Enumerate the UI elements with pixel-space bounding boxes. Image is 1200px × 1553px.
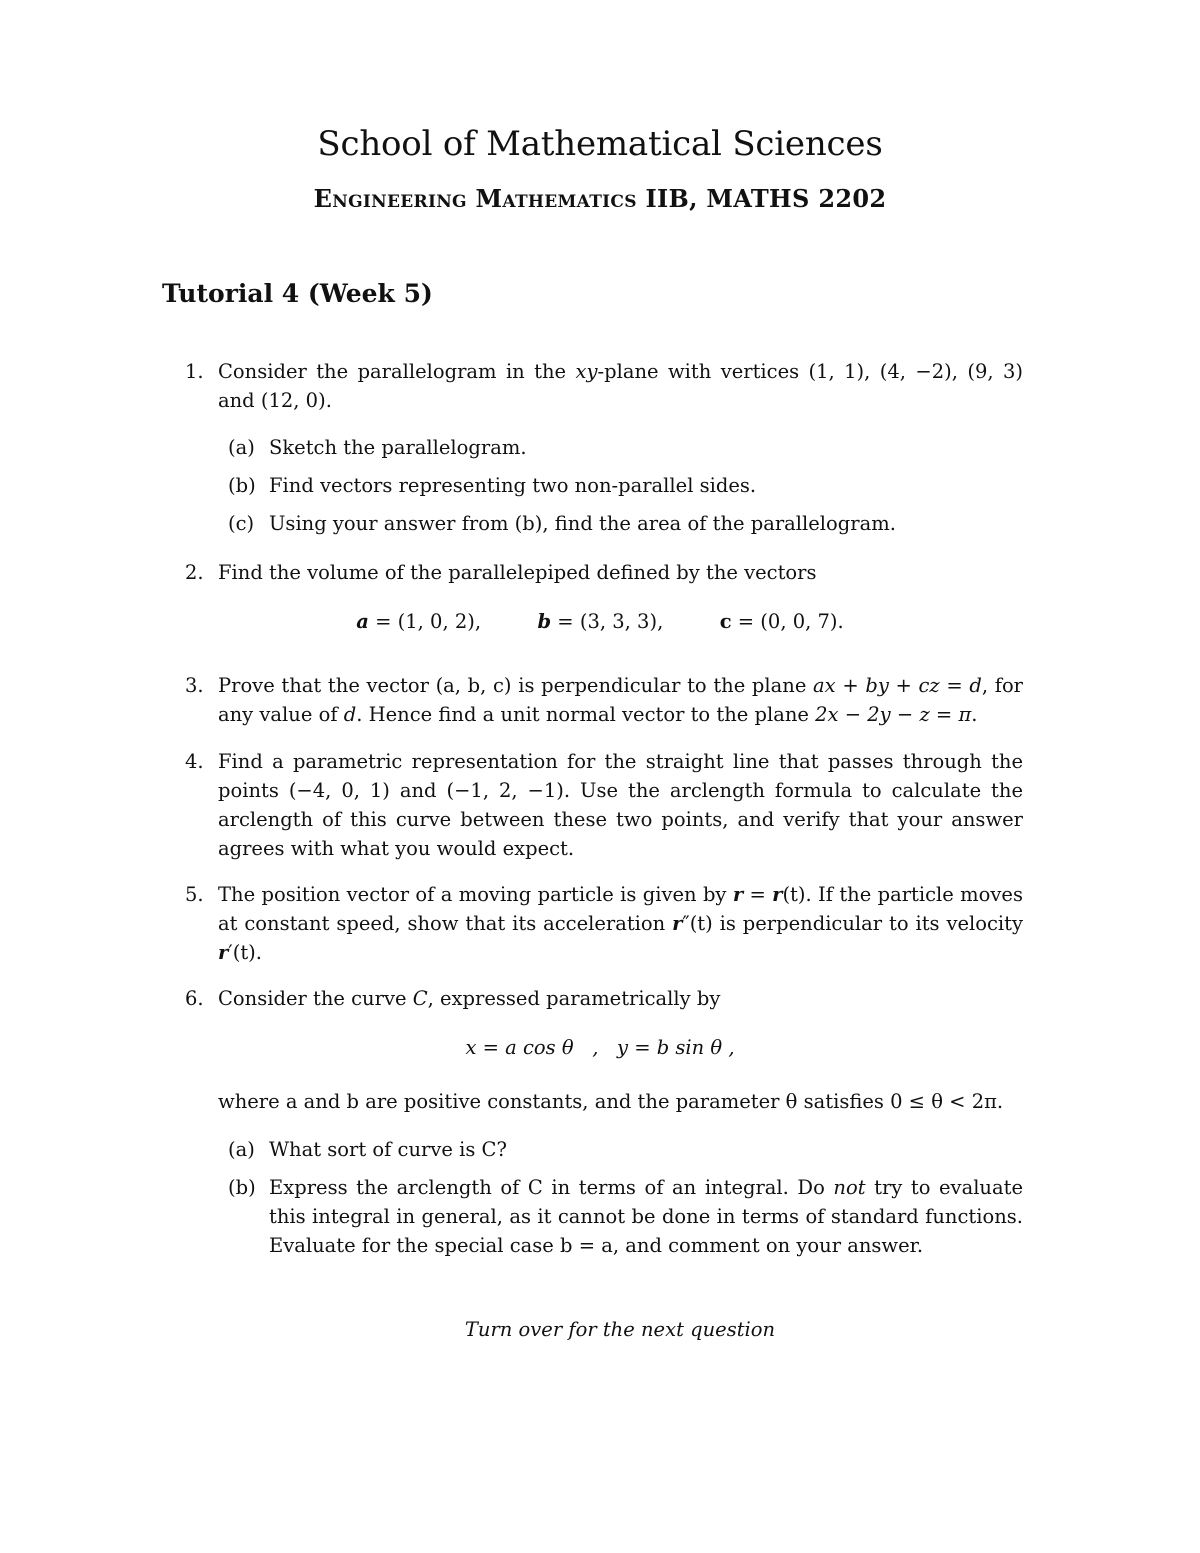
question-text: Consider the parallelogram in the xy-plane with vertices (1, 1), (4, −2), (9, 3) and (12, 0). [218,360,1023,412]
part-text: Express the arclength of C in terms of an integral. Do not try to evaluate this integral in general, as it cannot be done in terms of standard functions. Evaluate for the special case b = a, and comment on your answer. [269,1176,1023,1257]
question-text: Find the volume of the parallelepiped defined by the vectors [218,561,817,584]
question-6 [185,984,1023,1013]
course-code: IIB, MATHS 2202 [645,184,887,213]
question-number: 5. [185,883,204,906]
part-label: (a) [228,1138,255,1161]
part-text: Find vectors representing two non-parallel sides. [269,474,757,497]
question-text: Find a parametric representation for the straight line that passes through the points (−4, 0, 1) and (−1, 2, −1). Use the arclength formula to calculate the arclength of this curve between these two points, and verify that your answer agrees with what you would expect. [218,750,1023,860]
question-3 [185,671,1023,729]
question-1c [228,509,1023,538]
question-text: Consider the curve C, expressed parametrically by [218,987,721,1010]
question-text: The position vector of a moving particle is given by r = r(t). If the particle moves at constant speed, show that its acceleration r″(t) is perpendicular to its velocity r′(t). [218,883,1023,964]
question-6a [228,1135,1023,1164]
parametric-equations: x = a cos θ , y = b sin θ , [465,1036,735,1059]
question-text: where a and b are positive constants, and the parameter θ satisfies 0 ≤ θ < 2π. [218,1090,1004,1113]
course-name: Engineering Mathematics [313,184,637,213]
part-text: Sketch the parallelogram. [269,436,527,459]
part-text: What sort of curve is C? [269,1138,507,1161]
question-1 [185,357,1023,415]
question-2 [185,558,1023,587]
question-text: Prove that the vector (a, b, c) is perpendicular to the plane ax + by + cz = d, for any value of d. Hence find a unit normal vector to the plane 2x − 2y − z = π. [218,674,1024,726]
course-title [0,184,1200,213]
question-6-where [185,1087,1023,1116]
part-label: (b) [228,1176,256,1199]
footer-note: Turn over for the next question [464,1318,776,1341]
question-number: 1. [185,360,204,383]
vector-definitions: a = (1, 0, 2), b = (3, 3, 3), c = (0, 0, 7). [356,610,844,633]
question-number: 2. [185,561,204,584]
part-text: Using your answer from (b), find the area of the parallelogram. [269,512,896,535]
part-label: (c) [228,512,255,535]
question-6b [228,1173,1023,1260]
school-title: School of Mathematical Sciences [317,124,883,164]
question-1b [228,471,1023,500]
question-number: 4. [185,750,204,773]
part-label: (a) [228,436,255,459]
question-5 [185,880,1023,967]
question-1a [228,433,1023,462]
tutorial-heading: Tutorial 4 (Week 5) [162,279,433,308]
part-label: (b) [228,474,256,497]
question-4 [185,747,1023,863]
question-number: 3. [185,674,204,697]
question-number: 6. [185,987,204,1010]
